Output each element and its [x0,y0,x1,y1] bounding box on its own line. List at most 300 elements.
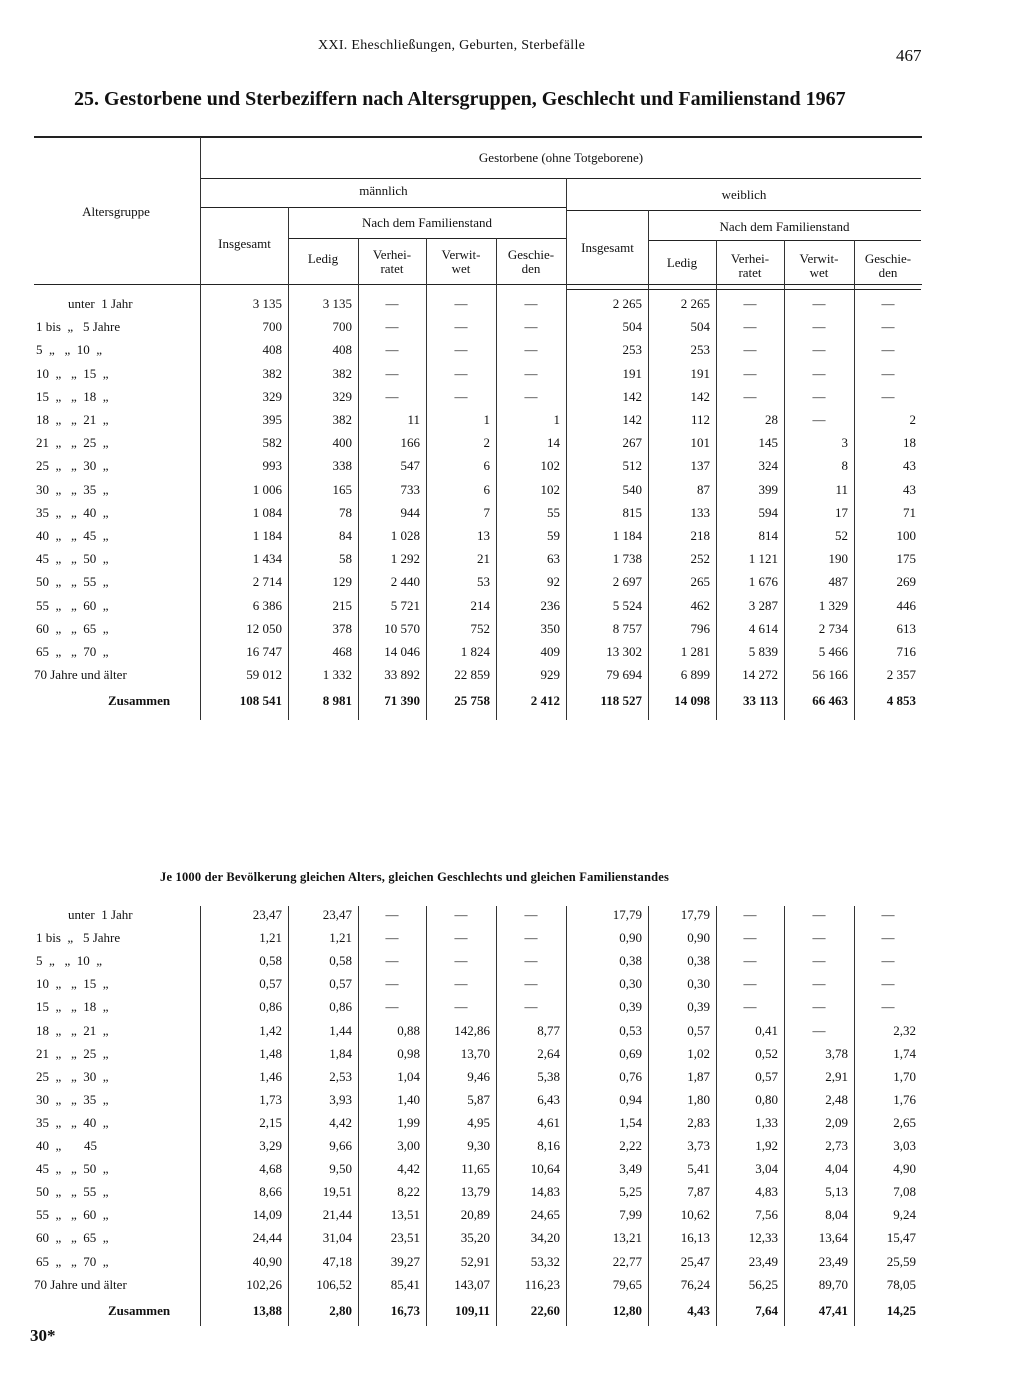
table-cell: — [812,412,826,427]
table-cell: — [881,365,895,381]
total-cell: 4 853 [886,693,916,709]
table-cell: 929 [540,667,560,683]
table-cell: 5 721 [390,597,420,613]
total-cell: 25 758 [454,693,490,709]
age-group-label: 21 „ „ 25 „ [36,435,109,451]
table-cell: 55 [547,504,560,520]
table-cell: — [743,930,757,946]
table-cell: 1 006 [252,481,282,497]
table-cell: 547 [400,458,420,474]
table-cell: 1,04 [397,1068,420,1084]
main-header: Gestorbene (ohne Totgeborene) [478,150,644,165]
table-cell: 0,57 [329,976,352,992]
table-cell: 89,70 [818,1276,848,1292]
table-cell: 2 265 [612,296,642,311]
table-cell: 329 [332,388,352,404]
total-cell: 47,41 [818,1302,848,1318]
table-cell: 1,21 [259,930,282,946]
table-cell: — [454,365,468,381]
table-cell: 2 714 [252,574,282,590]
table-cell: 102 [540,458,560,474]
page-number: 467 [896,46,922,65]
table-cell: 15,47 [886,1230,916,1246]
table-cell: 409 [540,644,560,659]
table-cell: — [385,319,399,335]
age-group-label: 25 „ „ 30 „ [36,1068,109,1084]
age-group-label: 40 „ 45 [36,1138,98,1153]
header-rule-male [201,207,566,208]
table-cell: — [812,296,826,311]
table-cell: 1,42 [259,1022,282,1038]
table-cell: — [385,388,399,404]
table-cell: 2 734 [818,620,848,636]
table-cell: 5,13 [825,1184,848,1200]
age-group-label: 10 „ „ 15 „ [36,976,109,992]
female-marital-header: Nach dem Familienstand [719,219,850,234]
age-group-label: 30 „ „ 35 „ [36,1091,109,1107]
table-cell: 100 [896,528,916,543]
table-cell: 78 [339,504,352,520]
table-cell: — [812,342,826,358]
table-cell: 796 [690,620,710,636]
table-cell: 267 [622,435,642,451]
table-cell: 14,09 [252,1207,282,1223]
total-cell: 2 412 [530,693,560,709]
table-cell: 0,98 [397,1045,420,1061]
age-group-label: 18 „ „ 21 „ [36,1022,109,1038]
table-cell: 338 [332,458,352,474]
table-cell: 23,51 [390,1230,420,1246]
table-cell: 1,87 [687,1068,710,1084]
table-cell: 84 [339,528,352,543]
table-cell: — [524,388,538,404]
table-cell: — [812,388,826,404]
table-cell: 399 [758,481,778,497]
table-cell: 1 434 [252,551,282,567]
table-cell: 1 184 [612,528,642,543]
table-cell: 1,54 [619,1114,642,1130]
table-cell: 2 440 [390,574,420,590]
table-cell: 1 184 [252,528,282,543]
table-cell: — [385,907,399,922]
table-title: 25. Gestorbene und Sterbeziffern nach Altersgruppen, Geschlecht und Familienstand 1967 [74,88,846,110]
table-cell: — [454,296,468,311]
table-cell: 8,16 [537,1138,560,1153]
table-cell: — [743,342,757,358]
table-cell: 40,90 [252,1253,282,1269]
table-cell: 39,27 [390,1253,420,1269]
table-cell: 13 302 [606,644,642,659]
table-cell: 6 899 [680,667,710,683]
table-cell: 1,84 [329,1045,352,1061]
table-cell: 34,20 [530,1230,560,1246]
age-group-label: 25 „ „ 30 „ [36,458,109,474]
table-cell: 79 694 [606,667,642,683]
header-rule-female [567,210,921,211]
table-cell: 0,57 [687,1022,710,1038]
total-cell: 4,43 [687,1302,710,1318]
table-cell: — [881,342,895,358]
table-cell: 1 292 [390,551,420,567]
age-group-label: 60 „ „ 65 „ [36,620,109,636]
table-cell: 0,30 [687,976,710,992]
total-cell: 12,80 [612,1302,642,1318]
table-cell: 2,32 [893,1022,916,1038]
table-cell: — [454,976,468,992]
table-cell: 3 135 [322,296,352,311]
header-bottom-rule [34,284,922,285]
male-total-header: Insgesamt [218,236,271,251]
table-cell: — [881,388,895,404]
table-cell: — [743,999,757,1015]
table-cell: 10,62 [680,1207,710,1223]
table-cell: 993 [262,458,282,474]
total-cell: 16,73 [390,1302,420,1318]
table-cell: 2,53 [329,1068,352,1084]
total-cell: 109,11 [454,1302,490,1318]
table-cell: 700 [262,319,282,335]
total-row-label: Zusammen [108,1302,171,1318]
table-cell: — [881,319,895,335]
table-cell: 395 [262,412,282,427]
table-cell: — [881,930,895,946]
table-cell: — [812,953,826,969]
table-cell: 6 386 [252,597,282,613]
table-cell: 3 287 [748,597,778,613]
table-cell: — [385,976,399,992]
table-cell: 0,86 [329,999,352,1015]
table-cell: 59 [547,528,560,543]
table-cell: 462 [690,597,710,613]
table-cell: — [454,342,468,358]
total-cell: 66 463 [812,693,848,709]
table-cell: — [385,296,399,311]
table-cell: — [385,342,399,358]
age-group-label: 30 „ „ 35 „ [36,481,109,497]
table-cell: 33 892 [384,667,420,683]
table-cell: 446 [896,597,916,613]
table-cell: 700 [332,319,352,335]
female-ledig-header: Ledig [666,255,698,270]
table-cell: 71 [903,504,916,520]
table-cell: 3,78 [825,1045,848,1061]
column-rule [200,906,201,1326]
age-group-label: 70 Jahre und älter [34,667,127,683]
table-cell: 2,83 [687,1114,710,1130]
table-cell: 8,77 [537,1022,560,1038]
table-cell: 582 [262,435,282,451]
table-cell: 31,04 [322,1230,352,1246]
table-cell: 7,08 [893,1184,916,1200]
table-cell: 1,73 [259,1091,282,1107]
table-cell: 52 [835,528,848,543]
table-cell: 129 [332,574,352,590]
rates-subtitle: Je 1000 der Bevölkerung gleichen Alters, gleichen Geschlechts und gleichen Familienstandes [160,870,670,884]
table-cell: 1,44 [329,1022,352,1038]
table-cell: 101 [690,435,710,451]
total-cell: 118 527 [600,693,642,709]
table-cell: 23,49 [748,1253,778,1269]
table-cell: 3 [841,435,848,451]
table-cell: 58 [339,551,352,567]
table-cell: 17,79 [612,907,642,922]
table-cell: 21 [477,551,490,567]
age-group-label: 35 „ „ 40 „ [36,504,109,520]
table-cell: 13,70 [460,1045,490,1061]
table-cell: 56 166 [812,667,848,683]
table-cell: 2,15 [259,1114,282,1130]
table-cell: 1 676 [748,574,778,590]
table-cell: 18 [903,435,916,451]
table-cell: 378 [332,620,352,636]
age-group-label: 50 „ „ 55 „ [36,1184,109,1200]
table-cell: 2,91 [825,1068,848,1084]
age-group-label: 1 bis „ 5 Jahre [36,930,121,946]
total-cell: 33 113 [742,693,778,709]
total-cell: 8 981 [322,693,352,709]
table-cell: 5 839 [748,644,778,659]
table-cell: — [385,930,399,946]
table-cell: 8,66 [259,1184,282,1200]
table-cell: 0,80 [755,1091,778,1107]
table-cell: 2,65 [893,1114,916,1130]
table-cell: — [454,907,468,922]
table-cell: 4,90 [893,1161,916,1177]
table-cell: 3,00 [397,1138,420,1153]
table-cell: 0,41 [755,1022,778,1038]
table-cell: 252 [690,551,710,567]
table-cell: — [524,999,538,1015]
table-cell: 92 [547,574,560,590]
table-cell: 137 [690,458,710,474]
table-cell: 2,48 [825,1091,848,1107]
table-cell: — [881,976,895,992]
table-cell: 1,46 [259,1068,282,1084]
table-cell: 4,42 [397,1161,420,1177]
total-cell: 14 098 [674,693,710,709]
table-cell: 23,47 [322,907,352,922]
table-cell: 102,26 [246,1276,282,1292]
table-cell: 1 121 [748,551,778,567]
table-cell: 7,87 [687,1184,710,1200]
table-cell: 329 [262,388,282,404]
table-cell: 7,56 [755,1207,778,1223]
table-cell: 52,91 [460,1253,490,1269]
table-cell: — [524,976,538,992]
table-cell: — [881,907,895,922]
age-group-label: unter 1 Jahr [68,907,133,922]
table-cell: 814 [758,528,778,543]
table-cell: — [812,319,826,335]
table-cell: 13,64 [818,1230,848,1246]
age-group-label: 45 „ „ 50 „ [36,1161,109,1177]
table-cell: 1,74 [893,1045,916,1061]
table-cell: 22 859 [454,667,490,683]
table-cell: 1 028 [390,528,420,543]
table-cell: 7,99 [619,1207,642,1223]
male-marital-header: Nach dem Familienstand [362,215,492,230]
age-group-label: unter 1 Jahr [68,296,133,311]
table-cell: 142 [622,388,642,404]
table-cell: 13,79 [460,1184,490,1200]
header-rule-main [201,178,921,179]
age-group-label: 65 „ „ 70 „ [36,644,109,659]
table-cell: 21,44 [322,1207,352,1223]
table-cell: — [881,999,895,1015]
table-cell: 13,21 [612,1230,642,1246]
age-group-label: 70 Jahre und älter [34,1276,127,1292]
table-cell: 0,94 [619,1091,642,1107]
table-cell: — [881,953,895,969]
table-cell: 1 329 [818,597,848,613]
table-cell: — [812,930,826,946]
table-cell: 0,86 [259,999,282,1015]
table-cell: — [743,388,757,404]
header-rule-male-marital [288,238,566,239]
age-group-label: 40 „ „ 45 „ [36,528,109,543]
table-cell: 4,61 [537,1114,560,1130]
table-cell: 504 [622,319,642,335]
table-cell: 4,42 [329,1114,352,1130]
table-cell: 14 046 [384,644,420,659]
table-cell: 190 [828,551,848,567]
table-cell: 13,51 [390,1207,420,1223]
age-group-label: 65 „ „ 70 „ [36,1253,109,1269]
table-cell: 1,70 [893,1068,916,1084]
table-cell: — [743,953,757,969]
table-cell: — [743,365,757,381]
table-cell: 218 [690,528,710,543]
table-cell: 1,48 [259,1045,282,1061]
table-cell: 3,03 [893,1138,916,1153]
table-cell: 2 697 [612,574,642,590]
age-group-label: 15 „ „ 18 „ [36,999,109,1015]
table-cell: 10 570 [384,620,420,636]
table-cell: — [385,953,399,969]
table-cell: 116,23 [524,1276,560,1292]
table-cell: 2,22 [619,1138,642,1153]
female-total-header: Insgesamt [581,240,634,255]
table-cell: 382 [332,365,352,381]
male-ledig-header: Ledig [307,251,339,266]
table-cell: 613 [896,620,916,636]
table-cell: 815 [622,504,642,520]
table-cell: 594 [758,504,778,520]
age-group-label: 45 „ „ 50 „ [36,551,109,567]
table-cell: 716 [896,644,916,659]
table-cell: 143,07 [454,1276,490,1292]
age-group-label: 55 „ „ 60 „ [36,597,109,613]
table-cell: 24,44 [252,1230,282,1246]
table-cell: 20,89 [460,1207,490,1223]
table-cell: — [524,953,538,969]
table-cell: 1,21 [329,930,352,946]
table-cell: 269 [896,574,916,590]
total-cell: 14,25 [886,1302,916,1318]
table-cell: 17,79 [680,907,710,922]
table-cell: 1,99 [397,1114,420,1130]
table-cell: 1,33 [755,1114,778,1130]
table-cell: 0,76 [619,1068,642,1084]
table-cell: 733 [400,481,420,497]
table-cell: 43 [903,458,916,474]
table-cell: — [385,365,399,381]
table-cell: 35,20 [460,1230,490,1246]
age-group-label: 10 „ „ 15 „ [36,365,109,381]
table-cell: 1,80 [687,1091,710,1107]
female-verheiratet-header: Verhei- ratet [730,251,770,280]
table-cell: 12,33 [748,1230,778,1246]
table-cell: 1 824 [460,644,490,659]
table-cell: 253 [622,342,642,358]
table-cell: 5,41 [687,1161,710,1177]
female-header: weiblich [721,187,767,202]
table-cell: 1 738 [612,551,642,567]
table-cell: 1,76 [893,1091,916,1107]
table-cell: 2 265 [680,296,710,311]
table-cell: 175 [896,551,916,567]
table-cell: 0,39 [687,999,710,1015]
table-cell: 25,47 [680,1253,710,1269]
table-cell: 2,64 [537,1045,560,1061]
table-cell: 23,49 [818,1253,848,1269]
table-cell: — [812,1022,826,1038]
table-cell: 5,25 [619,1184,642,1200]
table-cell: 0,58 [329,953,352,969]
table-cell: 11,65 [461,1161,490,1177]
table-cell: 1 332 [322,667,352,683]
table-cell: 0,57 [259,976,282,992]
table-cell: — [743,976,757,992]
table-cell: 14 [547,435,560,451]
table-cell: 324 [758,458,778,474]
table-cell: 1,40 [397,1091,420,1107]
table-cell: 85,41 [390,1276,420,1292]
table-cell: 76,24 [680,1276,710,1292]
total-cell: 22,60 [530,1302,560,1318]
table-cell: 22,77 [612,1253,642,1269]
table-cell: 53,32 [530,1253,560,1269]
age-group-label: 5 „ „ 10 „ [36,953,103,969]
total-row-label: Zusammen [108,693,171,709]
table-cell: — [454,999,468,1015]
female-header-bottom-rule [567,289,921,290]
table-cell: 1,92 [755,1138,778,1153]
table-cell: 4,95 [467,1114,490,1130]
table-cell: 3,29 [259,1138,282,1153]
table-cell: 47,18 [322,1253,352,1269]
age-group-label: 21 „ „ 25 „ [36,1045,109,1061]
table-cell: 752 [470,620,490,636]
table-cell: 0,58 [259,953,282,969]
table-cell: 5,87 [467,1091,490,1107]
table-cell: 4,68 [259,1161,282,1177]
table-cell: 504 [690,319,710,335]
table-cell: — [454,319,468,335]
table-cell: 165 [332,481,352,497]
table-cell: 23,47 [252,907,282,922]
age-group-header: Altersgruppe [82,204,150,219]
table-cell: 0,88 [397,1022,420,1038]
table-cell: 265 [690,574,710,590]
table-cell: — [454,930,468,946]
table-cell: — [812,976,826,992]
table-cell: 0,52 [755,1045,778,1061]
table-cell: 1 084 [252,504,282,520]
table-cell: — [524,296,538,311]
table-cell: 0,38 [619,953,642,969]
table-cell: 133 [690,504,710,520]
